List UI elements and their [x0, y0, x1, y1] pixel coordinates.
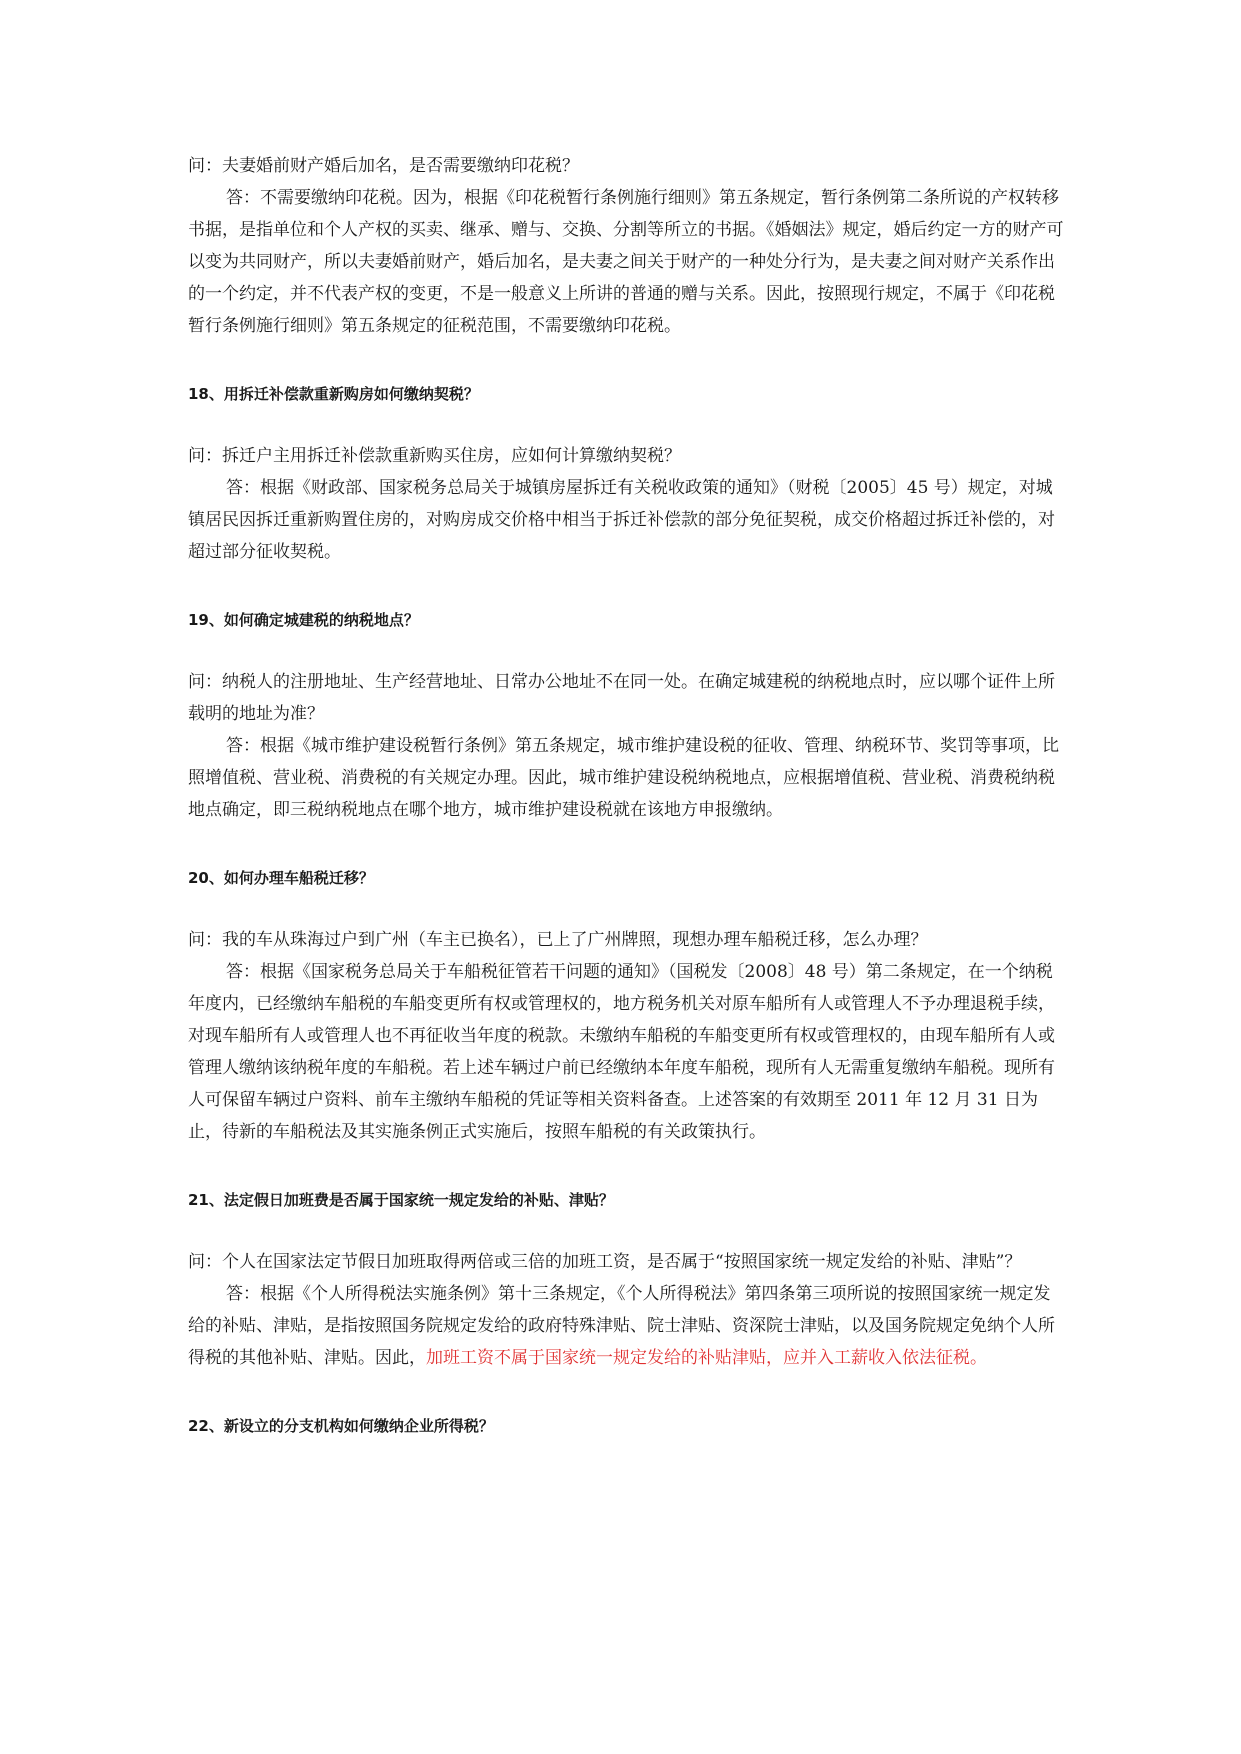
answer-text: 答：根据《城市维护建设税暂行条例》第五条规定，城市维护建设税的征收、管理、纳税环节、奖罚等事项，比照增值税、营业税、消费税的有关规定办理。因此，城市维护建设税纳税地点，应根据增值税、营业税、消费税纳税地点确定，即三税纳税地点在哪个地方，城市维护建设税就在该地方申报缴纳。 [188, 736, 1059, 820]
document-page [188, 150, 1064, 1472]
answer-text: 答：根据《财政部、国家税务总局关于城镇房屋拆迁有关税收政策的通知》（财税〔2005〕45 号）规定，对城镇居民因拆迁重新购置住房的，对购房成交价格中相当于拆迁补偿款的部分免征契税，成交价格超过拆迁补偿的，对超过部分征收契税。 [188, 478, 1055, 562]
section-heading: 18、用拆迁补偿款重新购房如何缴纳契税？ [188, 385, 479, 403]
section-heading: 22、新设立的分支机构如何缴纳企业所得税？ [188, 1417, 494, 1435]
question-text: 问：我的车从珠海过户到广州（车主已换名），已上了广州牌照，现想办理车船税迁移，怎么办理？ [188, 930, 928, 950]
question-text: 问：个人在国家法定节假日加班取得两倍或三倍的加班工资，是否属于“按照国家统一规定发给的补贴、津贴”？ [188, 1252, 1022, 1272]
question-text: 问：拆迁户主用拆迁补偿款重新购买住房，应如何计算缴纳契税？ [188, 446, 681, 466]
answer-text: 答：根据《国家税务总局关于车船税征管若干问题的通知》（国税发〔2008〕48 号）第二条规定，在一个纳税年度内，已经缴纳车船税的车船变更所有权或管理权的，地方税务机关对原车船所有人或管理人不予办理退税手续，对现车船所有人或管理人也不再征收当年度的税款。未缴纳车船税的车船变更所有权或管理权的，由现车船所有人或管理人缴纳该纳税年度的车船税。若上述车辆过户前已经缴纳本年度车船税，现所有人无需重复缴纳车船税。现所有人可保留车辆过户资料、前车主缴纳车船税的凭证等相关资料备查。上述答案的有效期至 2011 年 12 月 31 日为止，待新的车船税法及其实施条例正式实施后，按照车船税的有关政策执行。 [188, 962, 1055, 1142]
answer-highlight: 加班工资不属于国家统一规定发给的补贴津贴，应并入工薪收入依法征税。 [426, 1348, 987, 1368]
answer-text [188, 1278, 1064, 1374]
answer-text-plain: 答：根据《个人所得税法实施条例》第十三条规定，《个人所得税法》第四条第三项所说的按照国家统一规定发给的补贴、津贴，是指按照国务院规定发给的政府特殊津贴、院士津贴、资深院士津贴，以及国务院规定免纳个人所得税的其他补贴、津贴。因此， [188, 1284, 1055, 1368]
section-heading: 19、如何确定城建税的纳税地点？ [188, 611, 419, 629]
answer-text: 答：不需要缴纳印花税。因为，根据《印花税暂行条例施行细则》第五条规定，暂行条例第二条所说的产权转移书据，是指单位和个人产权的买卖、继承、赠与、交换、分割等所立的书据。《婚姻法》规定，婚后约定一方的财产可以变为共同财产，所以夫妻婚前财产，婚后加名，是夫妻之间关于财产的一种处分行为，是夫妻之间对财产关系作出的一个约定，并不代表产权的变更，不是一般意义上所讲的普通的赠与关系。因此，按照现行规定，不属于《印花税暂行条例施行细则》第五条规定的征税范围，不需要缴纳印花税。 [188, 188, 1064, 336]
question-text: 问：纳税人的注册地址、生产经营地址、日常办公地址不在同一处。在确定城建税的纳税地点时，应以哪个证件上所载明的地址为准？ [188, 672, 1055, 724]
section-heading: 21、法定假日加班费是否属于国家统一规定发给的补贴、津贴？ [188, 1191, 614, 1209]
question-text: 问：夫妻婚前财产婚后加名，是否需要缴纳印花税？ [188, 156, 579, 176]
section-heading: 20、如何办理车船税迁移？ [188, 869, 374, 887]
